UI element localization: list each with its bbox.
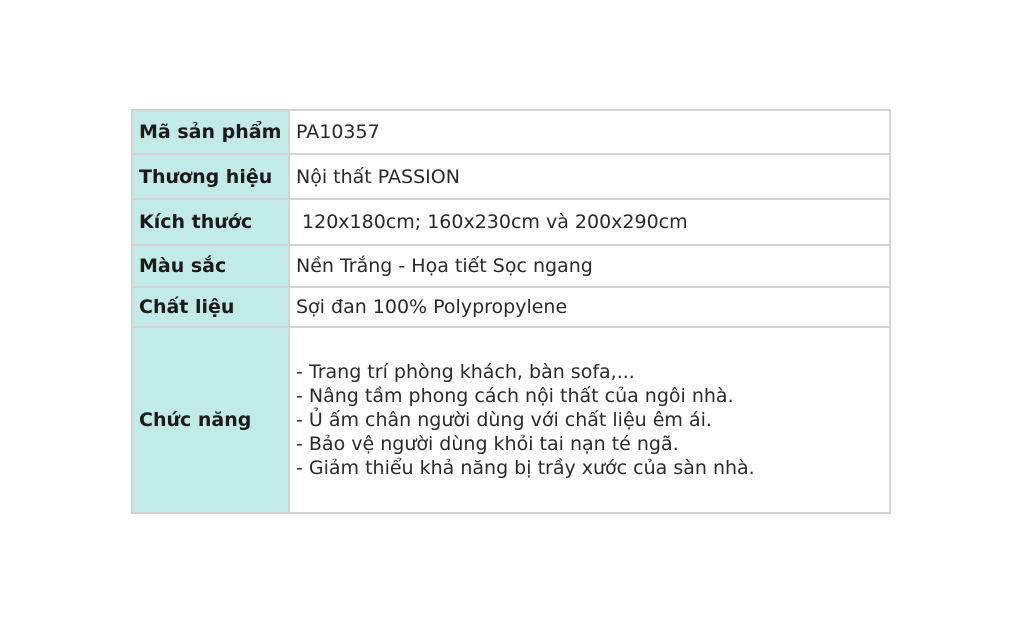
function-line: - Giảm thiểu khả năng bị trầy xước của sàn nhà.	[296, 457, 755, 479]
table-row-function	[132, 327, 890, 513]
value-material: Sợi đan 100% Polypropylene	[289, 287, 890, 327]
function-line: - Nâng tầm phong cách nội thất của ngôi nhà.	[296, 385, 734, 407]
label-color: Màu sắc	[132, 245, 289, 287]
table-row-material	[132, 287, 890, 327]
table-row-product-code	[132, 110, 890, 154]
table-row-color	[132, 245, 890, 287]
value-function-list	[289, 327, 890, 513]
label-size: Kích thước	[132, 199, 289, 245]
function-line: - Ủ ấm chân người dùng với chất liệu êm ái.	[296, 409, 712, 431]
value-product-code: PA10357	[289, 110, 890, 154]
label-product-code: Mã sản phẩm	[132, 110, 289, 154]
value-brand: Nội thất PASSION	[289, 154, 890, 199]
table-row-brand	[132, 154, 890, 199]
function-line: - Bảo vệ người dùng khỏi tai nạn té ngã.	[296, 433, 679, 455]
label-brand: Thương hiệu	[132, 154, 289, 199]
value-size: 120x180cm; 160x230cm và 200x290cm	[289, 199, 890, 245]
label-material: Chất liệu	[132, 287, 289, 327]
function-line: - Trang trí phòng khách, bàn sofa,...	[296, 361, 635, 383]
table-row-size	[132, 199, 890, 245]
label-function: Chức năng	[132, 327, 289, 513]
product-spec-table	[131, 109, 891, 514]
value-color: Nền Trắng - Họa tiết Sọc ngang	[289, 245, 890, 287]
